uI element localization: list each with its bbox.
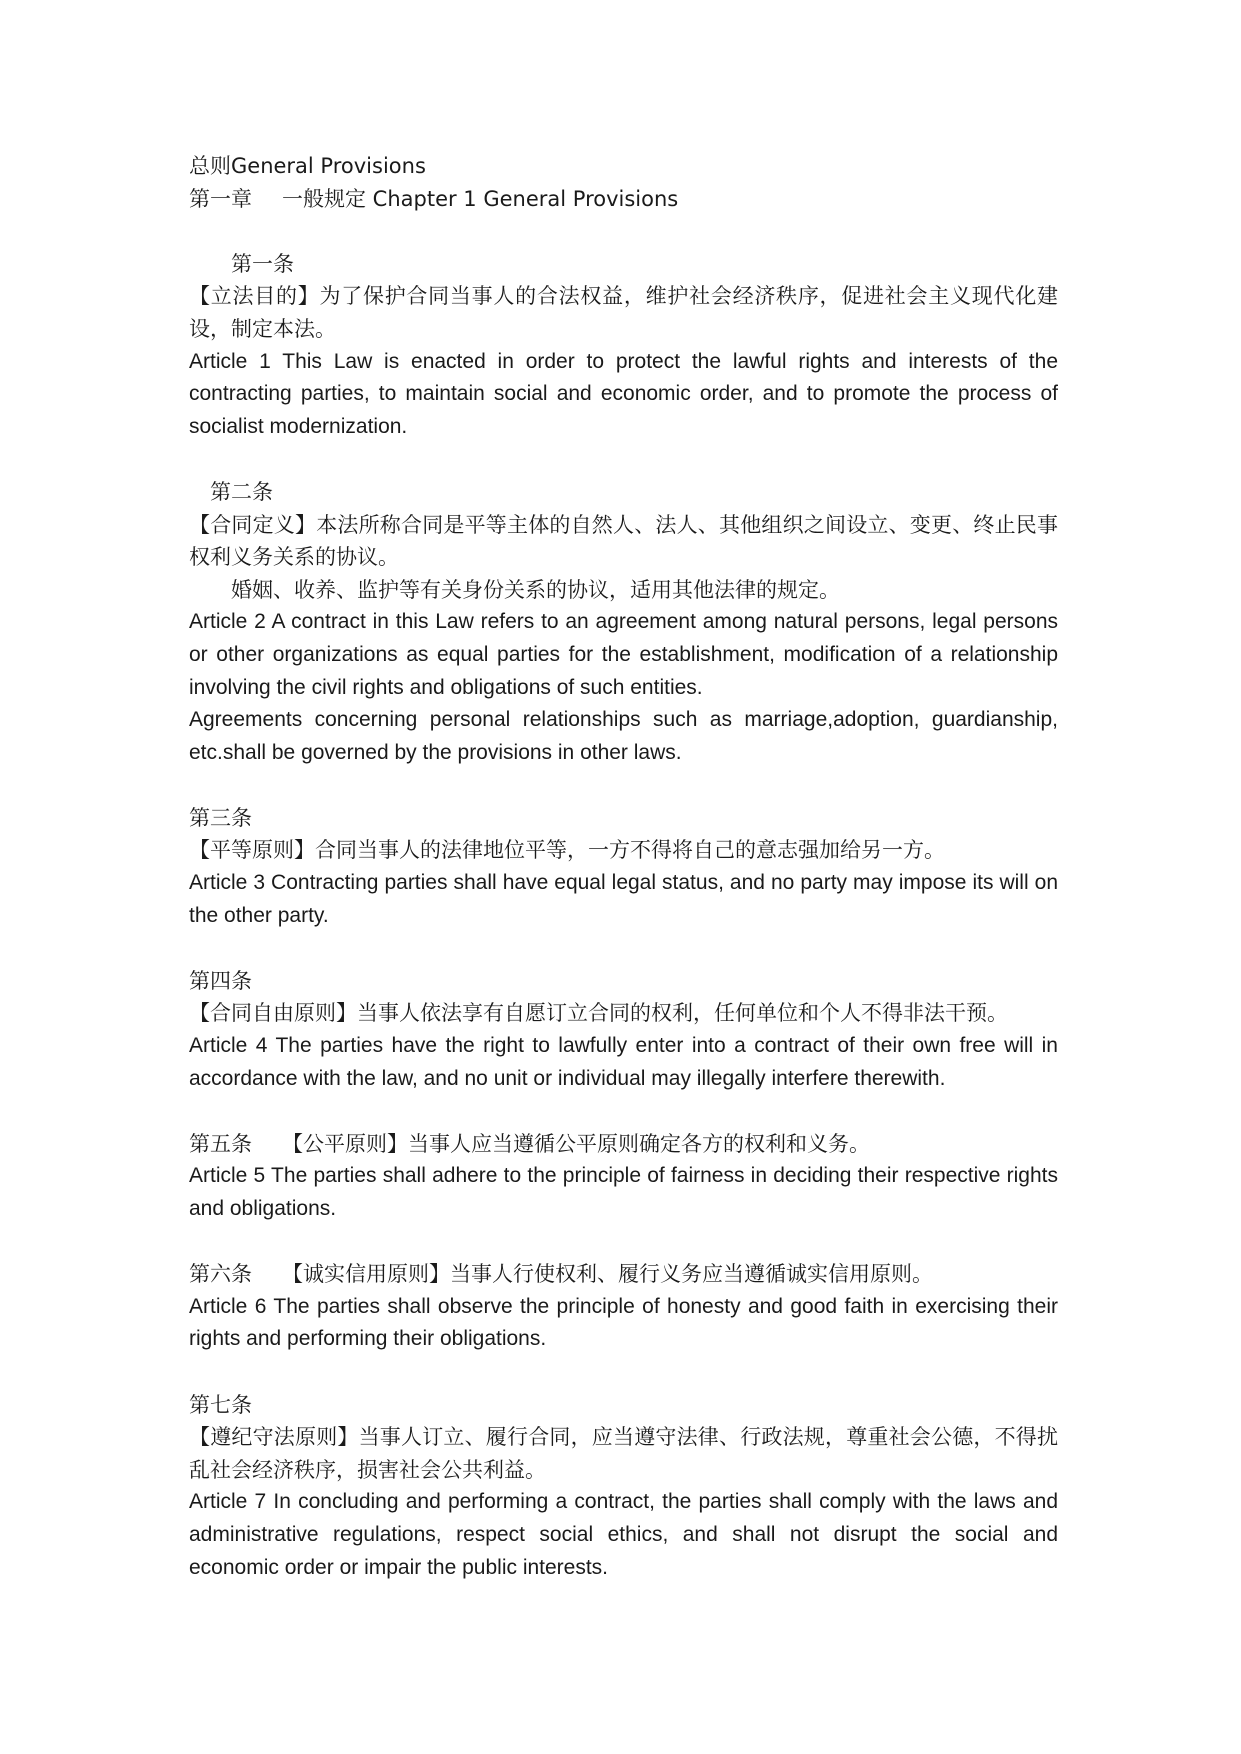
article-6-en: Article 6 The parties shall observe the principle of honesty and good faith in exercising their rights and performing their obligations. <box>189 1294 1058 1351</box>
article-1-zh: 【立法目的】为了保护合同当事人的合法权益，维护社会经济秩序，促进社会主义现代化建设，制定本法。 <box>189 284 1058 341</box>
article-2-label: 第二条 <box>210 479 273 504</box>
chapter-heading <box>189 183 1058 216</box>
article-5-label: 第五条 <box>189 1131 252 1156</box>
article-2-en-2: Agreements concerning personal relationships such as marriage,adoption, guardianship, etc.shall be governed by the provisions in other laws. <box>189 708 1058 764</box>
article-3-en: Article 3 Contracting parties shall have equal legal status, and no party may impose its will on the other party. <box>189 871 1058 927</box>
article-7-en: Article 7 In concluding and performing a contract, the parties shall comply with the laws and administrative regulations, respect social ethics, and shall not disrupt the social and economic order or impair the public interests. <box>189 1490 1058 1579</box>
article-4-en: Article 4 The parties have the right to lawfully enter into a contract of their own free will in accordance with the law, and no unit or individual may illegally interfere therewith. <box>189 1034 1058 1090</box>
document-body <box>189 150 1058 1584</box>
chapter-number: 第一章 <box>189 186 252 211</box>
article-1-label: 第一条 <box>231 251 294 276</box>
article-7-label: 第七条 <box>189 1392 252 1417</box>
article-6-label: 第六条 <box>189 1262 252 1287</box>
article-2-en: Article 2 A contract in this Law refers to an agreement among natural persons, legal persons or other organizations as equal parties for the establishment, modification of a relationship involving the civil rights and obligations of such entities. <box>189 610 1058 699</box>
article-6-zh: 【诚实信用原则】当事人行使权利、履行义务应当遵循诚实信用原则。 <box>282 1262 933 1287</box>
article-6-heading <box>189 1258 1058 1291</box>
article-2-zh: 【合同定义】本法所称合同是平等主体的自然人、法人、其他组织之间设立、变更、终止民事权利义务关系的协议。 <box>189 512 1058 570</box>
article-5-heading <box>189 1128 1058 1161</box>
article-3-label: 第三条 <box>189 805 252 830</box>
article-4-zh: 【合同自由原则】当事人依法享有自愿订立合同的权利，任何单位和个人不得非法干预。 <box>189 1001 1008 1026</box>
article-7-zh: 【遵纪守法原则】当事人订立、履行合同，应当遵守法律、行政法规，尊重社会公德，不得扰乱社会经济秩序，损害社会公共利益。 <box>189 1425 1058 1482</box>
article-3-zh: 【平等原则】合同当事人的法律地位平等，一方不得将自己的意志强加给另一方。 <box>189 838 945 863</box>
article-2-zh-2: 婚姻、收养、监护等有关身份关系的协议，适用其他法律的规定。 <box>231 577 840 602</box>
article-1-en: Article 1 This Law is enacted in order to protect the lawful rights and interests of the contracting parties, to maintain social and economic order, and to promote the process of socialist modernization. <box>189 349 1058 438</box>
article-4-label: 第四条 <box>189 968 252 993</box>
chapter-title: 一般规定 Chapter 1 General Provisions <box>282 186 679 211</box>
article-5-zh: 【公平原则】当事人应当遵循公平原则确定各方的权利和义务。 <box>282 1131 870 1156</box>
document-title: 总则General Provisions <box>189 154 426 178</box>
article-5-en: Article 5 The parties shall adhere to the principle of fairness in deciding their respective rights and obligations. <box>189 1164 1058 1220</box>
